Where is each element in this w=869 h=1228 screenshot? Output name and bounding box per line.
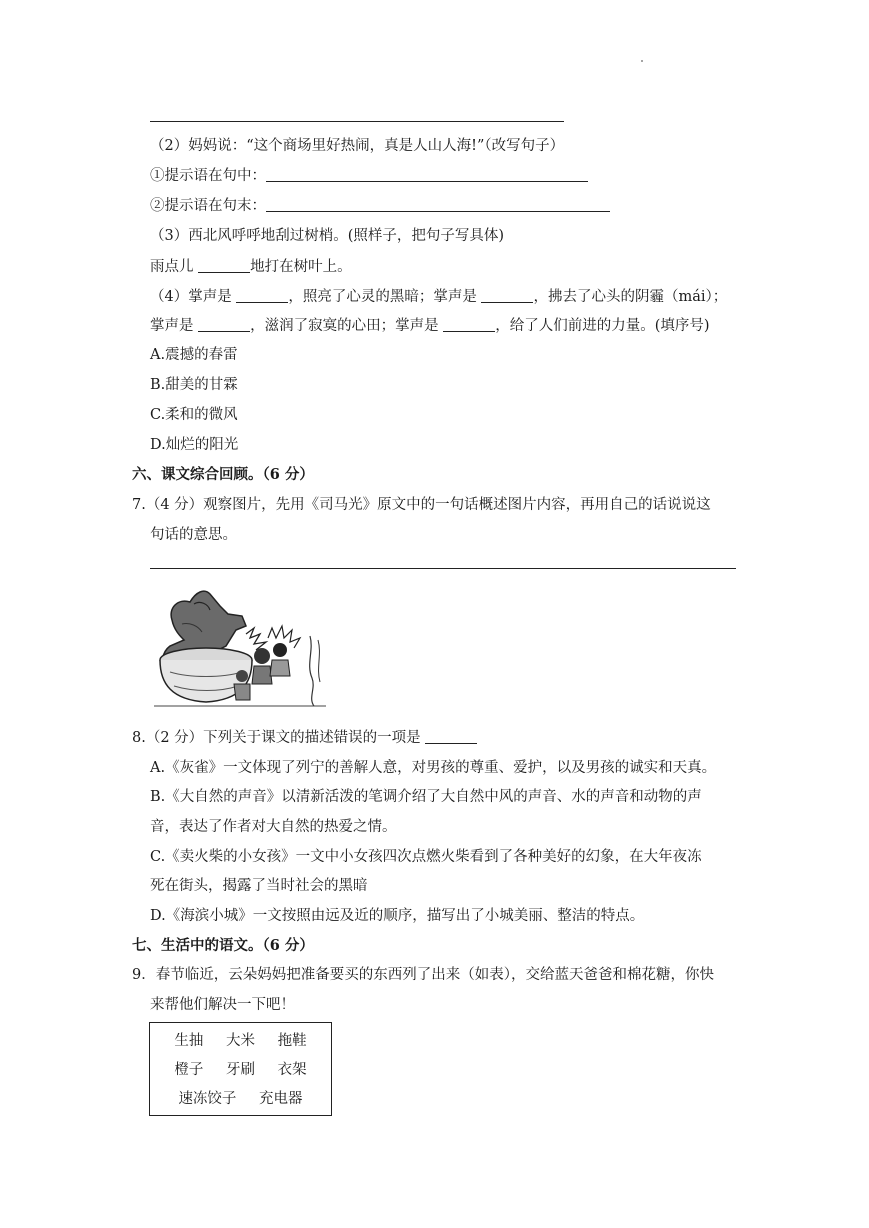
q8-option-c-line1: C.《卖火柴的小女孩》一文中小女孩四次点燃火柴看到了各种美好的幻象，在大年夜冻: [150, 849, 702, 865]
q6-sub2-b-label: ②提示语在句末：: [150, 198, 266, 214]
q8-prompt-text: 8.（2 分）下列关于课文的描述错误的一项是: [132, 730, 421, 746]
q6-sub2-a: [150, 164, 588, 185]
q6-sub4-l2-b: ，滋润了寂寞的心田；掌声是: [250, 318, 439, 334]
q6-sub4-blank-1[interactable]: [236, 287, 288, 303]
q7-answer-line[interactable]: [150, 568, 736, 569]
shopping-list-box: [149, 1022, 332, 1116]
section6-title: 六、课文综合回顾。（6 分）: [132, 466, 314, 483]
q6-sub2-a-label: ①提示语在句中：: [150, 168, 266, 184]
q6-sub4-l1-b: ，照亮了心灵的黑暗；掌声是: [288, 289, 477, 305]
shopping-item: 生抽: [174, 1033, 204, 1049]
q6-sub4-l2-c: ，给了人们前进的力量。(填序号): [495, 318, 710, 334]
q7-line2: 句话的意思。: [150, 527, 237, 543]
q6-option-c: C.柔和的微风: [150, 407, 238, 423]
q6-sub3-a: 雨点儿: [150, 259, 194, 275]
q6-sub4-l1-a: （4）掌声是: [150, 289, 232, 305]
q6-sub4-l1-c: ，拂去了心头的阴霾（mái）；: [533, 289, 728, 305]
q6-sub2-prompt: （2）妈妈说：“这个商场里好热闹，真是人山人海!”（改写句子）: [150, 138, 565, 154]
q7-line1: 7.（4 分）观察图片，先用《司马光》原文中的一句话概述图片内容，再用自己的话说说这: [132, 497, 711, 513]
q8-option-c-line2: 死在街头，揭露了当时社会的黑暗: [150, 878, 368, 894]
q6-sub3-answer: [150, 255, 352, 276]
q9-line1: 9．春节临近，云朵妈妈把准备要买的东西列了出来（如表），交给蓝天爸爸和棉花糖，你快: [132, 967, 714, 983]
shopping-list-row: [150, 1058, 331, 1079]
q6-sub4-blank-2[interactable]: [481, 287, 533, 303]
q6-option-d: D.灿烂的阳光: [150, 437, 239, 453]
q6-sub3-prompt: （3）西北风呼呼地刮过树梢。(照样子，把句子写具体): [150, 228, 505, 244]
q6-sub4-blank-4[interactable]: [443, 316, 495, 332]
q8-option-a: A.《灰雀》一文体现了列宁的善解人意，对男孩的尊重、爱护，以及男孩的诚实和天真。: [150, 760, 717, 776]
shopping-item: 牙刷: [226, 1062, 255, 1078]
header-dot: [641, 60, 643, 62]
q8-prompt: [132, 726, 477, 747]
q9-line2: 来帮他们解决一下吧！: [150, 997, 295, 1013]
q6-sub3-blank[interactable]: [198, 257, 250, 273]
q8-answer-blank[interactable]: [425, 728, 477, 744]
shopping-list-row: [150, 1087, 331, 1108]
q6-option-a: A.震撼的春雷: [150, 347, 238, 363]
q6-sub4-l2-a: 掌声是: [150, 318, 194, 334]
q6-sub4-line1: [150, 285, 727, 306]
q6-sub4-blank-3[interactable]: [198, 316, 250, 332]
q8-option-b-line2: 音，表达了作者对大自然的热爱之情。: [150, 819, 397, 835]
shopping-item: 橙子: [174, 1062, 204, 1078]
q6-sub2-a-blank[interactable]: [266, 166, 588, 182]
answer-line-top: [150, 121, 564, 122]
q6-sub2-b-blank[interactable]: [266, 196, 610, 212]
q6-sub3-b: 地打在树叶上。: [250, 259, 352, 275]
q6-sub2-b: [150, 194, 610, 215]
sima-guang-illustration: [150, 580, 330, 712]
shopping-list-row: [150, 1029, 331, 1050]
shopping-item: 充电器: [259, 1091, 303, 1107]
section7-title: 七、生活中的语文。（6 分）: [132, 937, 314, 954]
shopping-item: 衣架: [277, 1062, 307, 1078]
shopping-item: 拖鞋: [277, 1033, 307, 1049]
q6-option-b: B.甜美的甘霖: [150, 377, 238, 393]
shopping-item: 速冻饺子: [178, 1091, 237, 1107]
q8-option-d: D.《海滨小城》一文按照由远及近的顺序，描写出了小城美丽、整洁的特点。: [150, 908, 645, 924]
shopping-item: 大米: [226, 1033, 255, 1049]
q6-sub4-line2: [150, 314, 710, 335]
q8-option-b-line1: B.《大自然的声音》以清新活泼的笔调介绍了大自然中风的声音、水的声音和动物的声: [150, 789, 702, 805]
